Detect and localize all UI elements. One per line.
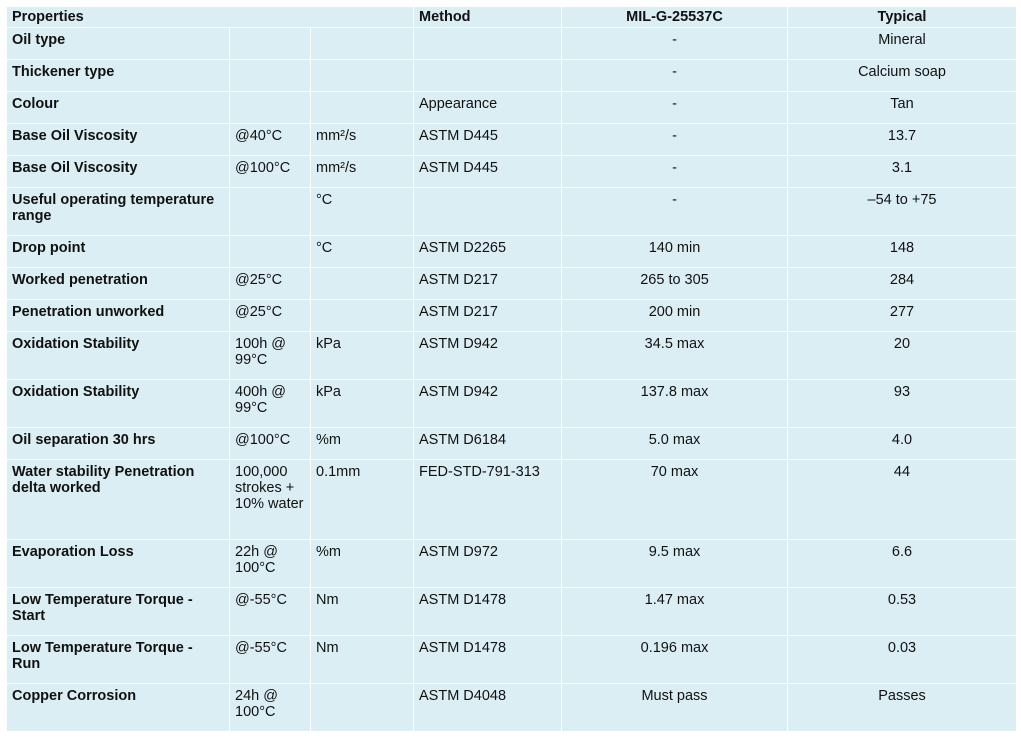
cell-property — [7, 188, 230, 236]
cell-method — [414, 332, 562, 380]
cell-typical — [788, 380, 1017, 428]
table-row — [7, 460, 1017, 540]
cell-method-text: ASTM D972 — [419, 544, 498, 560]
cell-spec — [562, 236, 788, 268]
cell-property — [7, 588, 230, 636]
cell-spec-text: 70 max — [650, 464, 699, 480]
cell-property-text: Useful operating temperature range — [12, 192, 215, 224]
table-row — [7, 28, 1017, 60]
cell-typical-text: 6.6 — [891, 544, 913, 560]
cell-spec — [562, 332, 788, 380]
cell-typical-text: 0.53 — [887, 592, 917, 608]
cell-spec — [562, 156, 788, 188]
cell-condition-text: @-55°C — [235, 592, 287, 608]
cell-unit-text: %m — [316, 432, 341, 448]
cell-method — [414, 188, 562, 236]
cell-condition — [230, 60, 311, 92]
cell-typical — [788, 460, 1017, 540]
cell-unit-text: kPa — [316, 384, 341, 400]
cell-method — [414, 124, 562, 156]
cell-method — [414, 428, 562, 460]
cell-typical — [788, 28, 1017, 60]
cell-unit — [311, 188, 414, 236]
cell-property — [7, 300, 230, 332]
cell-condition — [230, 28, 311, 60]
cell-typical-text: 13.7 — [887, 128, 917, 144]
cell-unit-text: kPa — [316, 336, 341, 352]
cell-spec-text: 140 min — [648, 240, 701, 256]
cell-method — [414, 540, 562, 588]
table-row — [7, 588, 1017, 636]
cell-spec — [562, 380, 788, 428]
cell-typical-text: 284 — [889, 272, 915, 288]
cell-method-text: ASTM D2265 — [419, 240, 507, 256]
cell-typical — [788, 124, 1017, 156]
cell-unit — [311, 636, 414, 684]
cell-unit — [311, 124, 414, 156]
table-row — [7, 124, 1017, 156]
cell-spec-text: 1.47 max — [644, 592, 705, 608]
cell-condition — [230, 124, 311, 156]
cell-typical — [788, 156, 1017, 188]
cell-method — [414, 60, 562, 92]
header-method: Method — [414, 7, 562, 28]
cell-typical-text: 3.1 — [891, 160, 913, 176]
cell-property-text: Water stability Penetration delta worked — [12, 464, 195, 496]
cell-spec-text: - — [672, 64, 677, 80]
cell-spec — [562, 300, 788, 332]
cell-property-text: Oil type — [12, 32, 66, 48]
cell-property — [7, 636, 230, 684]
cell-method — [414, 684, 562, 732]
cell-condition-text: 22h @ 100°C — [235, 544, 278, 576]
cell-spec-text: 137.8 max — [640, 384, 709, 400]
table-row — [7, 332, 1017, 380]
cell-spec — [562, 540, 788, 588]
cell-method-text: Appearance — [419, 96, 498, 112]
cell-method-text: ASTM D6184 — [419, 432, 507, 448]
cell-method-text: ASTM D942 — [419, 384, 498, 400]
cell-spec — [562, 28, 788, 60]
cell-spec-text: - — [672, 32, 677, 48]
table-row — [7, 428, 1017, 460]
cell-spec — [562, 268, 788, 300]
cell-property — [7, 460, 230, 540]
cell-property-text: Base Oil Viscosity — [12, 128, 138, 144]
cell-unit — [311, 460, 414, 540]
cell-typical-text: 20 — [893, 336, 911, 352]
cell-unit — [311, 588, 414, 636]
table-row — [7, 268, 1017, 300]
cell-spec-text: 5.0 max — [648, 432, 701, 448]
cell-unit-text: Nm — [316, 592, 339, 608]
cell-spec-text: Must pass — [641, 688, 708, 704]
table-row — [7, 92, 1017, 124]
cell-condition-text: 400h @ 99°C — [235, 384, 287, 416]
cell-typical-text: Tan — [890, 96, 914, 112]
cell-condition — [230, 636, 311, 684]
cell-typical-text: Passes — [878, 688, 926, 704]
cell-property-text: Low Temperature Torque - Run — [12, 640, 193, 672]
cell-typical-text: Mineral — [878, 32, 926, 48]
cell-condition — [230, 684, 311, 732]
cell-typical — [788, 188, 1017, 236]
cell-typical — [788, 300, 1017, 332]
cell-unit-text: %m — [316, 544, 341, 560]
cell-property — [7, 268, 230, 300]
cell-typical — [788, 332, 1017, 380]
cell-spec — [562, 588, 788, 636]
cell-unit — [311, 236, 414, 268]
cell-property — [7, 92, 230, 124]
cell-typical — [788, 236, 1017, 268]
table-row — [7, 684, 1017, 732]
cell-spec-text: 34.5 max — [644, 336, 705, 352]
table-row — [7, 156, 1017, 188]
cell-property — [7, 428, 230, 460]
cell-property — [7, 540, 230, 588]
cell-condition-text: @25°C — [235, 304, 283, 320]
cell-typical — [788, 268, 1017, 300]
cell-spec — [562, 428, 788, 460]
header-typical: Typical — [788, 7, 1017, 28]
cell-condition-text: 24h @ 100°C — [235, 688, 278, 720]
cell-typical-text: 93 — [893, 384, 911, 400]
cell-method — [414, 380, 562, 428]
cell-condition — [230, 332, 311, 380]
cell-condition-text: 100h @ 99°C — [235, 336, 287, 368]
cell-property-text: Colour — [12, 96, 59, 112]
cell-condition-text: @-55°C — [235, 640, 287, 656]
cell-property-text: Oxidation Stability — [12, 336, 140, 352]
cell-spec-text: - — [672, 128, 677, 144]
cell-unit-text: °C — [316, 240, 333, 256]
cell-condition-text: @100°C — [235, 160, 291, 176]
cell-unit — [311, 268, 414, 300]
cell-method — [414, 588, 562, 636]
cell-condition — [230, 380, 311, 428]
cell-method-text: ASTM D217 — [419, 272, 498, 288]
table-row — [7, 300, 1017, 332]
cell-spec-text: - — [672, 160, 677, 176]
cell-unit — [311, 684, 414, 732]
cell-property-text: Penetration unworked — [12, 304, 165, 320]
cell-typical-text: 44 — [893, 464, 911, 480]
cell-property — [7, 28, 230, 60]
cell-condition — [230, 588, 311, 636]
cell-unit — [311, 60, 414, 92]
table-body — [7, 28, 1017, 732]
cell-property-text: Oxidation Stability — [12, 384, 140, 400]
cell-method-text: ASTM D1478 — [419, 592, 507, 608]
cell-property-text: Worked penetration — [12, 272, 148, 288]
cell-property-text: Oil separation 30 hrs — [12, 432, 156, 448]
cell-unit — [311, 540, 414, 588]
properties-table — [6, 6, 1017, 732]
cell-property — [7, 124, 230, 156]
cell-typical-text: 0.03 — [887, 640, 917, 656]
cell-condition — [230, 156, 311, 188]
cell-method — [414, 460, 562, 540]
cell-property — [7, 332, 230, 380]
cell-property-text: Drop point — [12, 240, 86, 256]
cell-method — [414, 268, 562, 300]
cell-condition — [230, 92, 311, 124]
cell-unit-text: mm²/s — [316, 160, 357, 176]
cell-condition — [230, 188, 311, 236]
cell-condition-text: @100°C — [235, 432, 291, 448]
cell-property — [7, 380, 230, 428]
table-row — [7, 636, 1017, 684]
cell-unit-text: mm²/s — [316, 128, 357, 144]
table-header-row — [7, 7, 1017, 28]
cell-typical-text: 148 — [889, 240, 915, 256]
cell-method — [414, 300, 562, 332]
cell-spec — [562, 684, 788, 732]
cell-condition — [230, 540, 311, 588]
cell-typical — [788, 92, 1017, 124]
cell-typical — [788, 636, 1017, 684]
cell-property — [7, 236, 230, 268]
cell-condition-text: @25°C — [235, 272, 283, 288]
table-row — [7, 540, 1017, 588]
cell-property — [7, 60, 230, 92]
cell-method-text: ASTM D445 — [419, 128, 498, 144]
cell-method — [414, 636, 562, 684]
cell-typical-text: 4.0 — [891, 432, 913, 448]
cell-condition — [230, 428, 311, 460]
cell-typical — [788, 540, 1017, 588]
cell-unit — [311, 156, 414, 188]
cell-spec-text: - — [672, 192, 677, 208]
cell-typical-text: Calcium soap — [858, 64, 946, 80]
cell-spec-text: 0.196 max — [640, 640, 709, 656]
cell-spec-text: 265 to 305 — [640, 272, 709, 288]
cell-condition — [230, 460, 311, 540]
cell-unit — [311, 92, 414, 124]
cell-property-text: Low Temperature Torque - Start — [12, 592, 193, 624]
cell-typical — [788, 588, 1017, 636]
cell-condition — [230, 236, 311, 268]
table-row — [7, 236, 1017, 268]
cell-unit-text: 0.1mm — [316, 464, 361, 480]
cell-spec — [562, 188, 788, 236]
cell-typical — [788, 684, 1017, 732]
header-spec: MIL-G-25537C — [562, 7, 788, 28]
cell-unit-text: °C — [316, 192, 333, 208]
cell-typical — [788, 60, 1017, 92]
properties-table-container — [6, 6, 1016, 732]
cell-unit-text: Nm — [316, 640, 339, 656]
cell-property-text: Evaporation Loss — [12, 544, 134, 560]
cell-method-text: ASTM D445 — [419, 160, 498, 176]
cell-method — [414, 28, 562, 60]
cell-unit — [311, 428, 414, 460]
cell-condition — [230, 268, 311, 300]
cell-spec — [562, 636, 788, 684]
cell-spec-text: - — [672, 96, 677, 112]
cell-method-text: ASTM D1478 — [419, 640, 507, 656]
cell-spec — [562, 60, 788, 92]
cell-spec — [562, 460, 788, 540]
cell-condition-text: 100,000 strokes + 10% water — [235, 464, 304, 512]
cell-unit — [311, 28, 414, 60]
cell-condition — [230, 300, 311, 332]
cell-typical — [788, 428, 1017, 460]
cell-method — [414, 92, 562, 124]
cell-method-text: ASTM D217 — [419, 304, 498, 320]
cell-unit — [311, 380, 414, 428]
cell-property-text: Thickener type — [12, 64, 115, 80]
cell-method-text: FED-STD-791-313 — [419, 464, 540, 480]
cell-property-text: Copper Corrosion — [12, 688, 137, 704]
table-row — [7, 60, 1017, 92]
cell-property — [7, 684, 230, 732]
cell-spec — [562, 92, 788, 124]
cell-typical-text: 277 — [889, 304, 915, 320]
table-row — [7, 188, 1017, 236]
cell-spec-text: 200 min — [648, 304, 701, 320]
cell-condition-text: @40°C — [235, 128, 283, 144]
cell-method — [414, 156, 562, 188]
cell-method — [414, 236, 562, 268]
cell-unit — [311, 300, 414, 332]
cell-unit — [311, 332, 414, 380]
cell-spec — [562, 124, 788, 156]
cell-spec-text: 9.5 max — [648, 544, 701, 560]
cell-property — [7, 156, 230, 188]
cell-property-text: Base Oil Viscosity — [12, 160, 138, 176]
cell-method-text: ASTM D4048 — [419, 688, 507, 704]
cell-method-text: ASTM D942 — [419, 336, 498, 352]
cell-typical-text: –54 to +75 — [867, 192, 937, 208]
header-properties: Properties — [7, 7, 414, 28]
table-row — [7, 380, 1017, 428]
